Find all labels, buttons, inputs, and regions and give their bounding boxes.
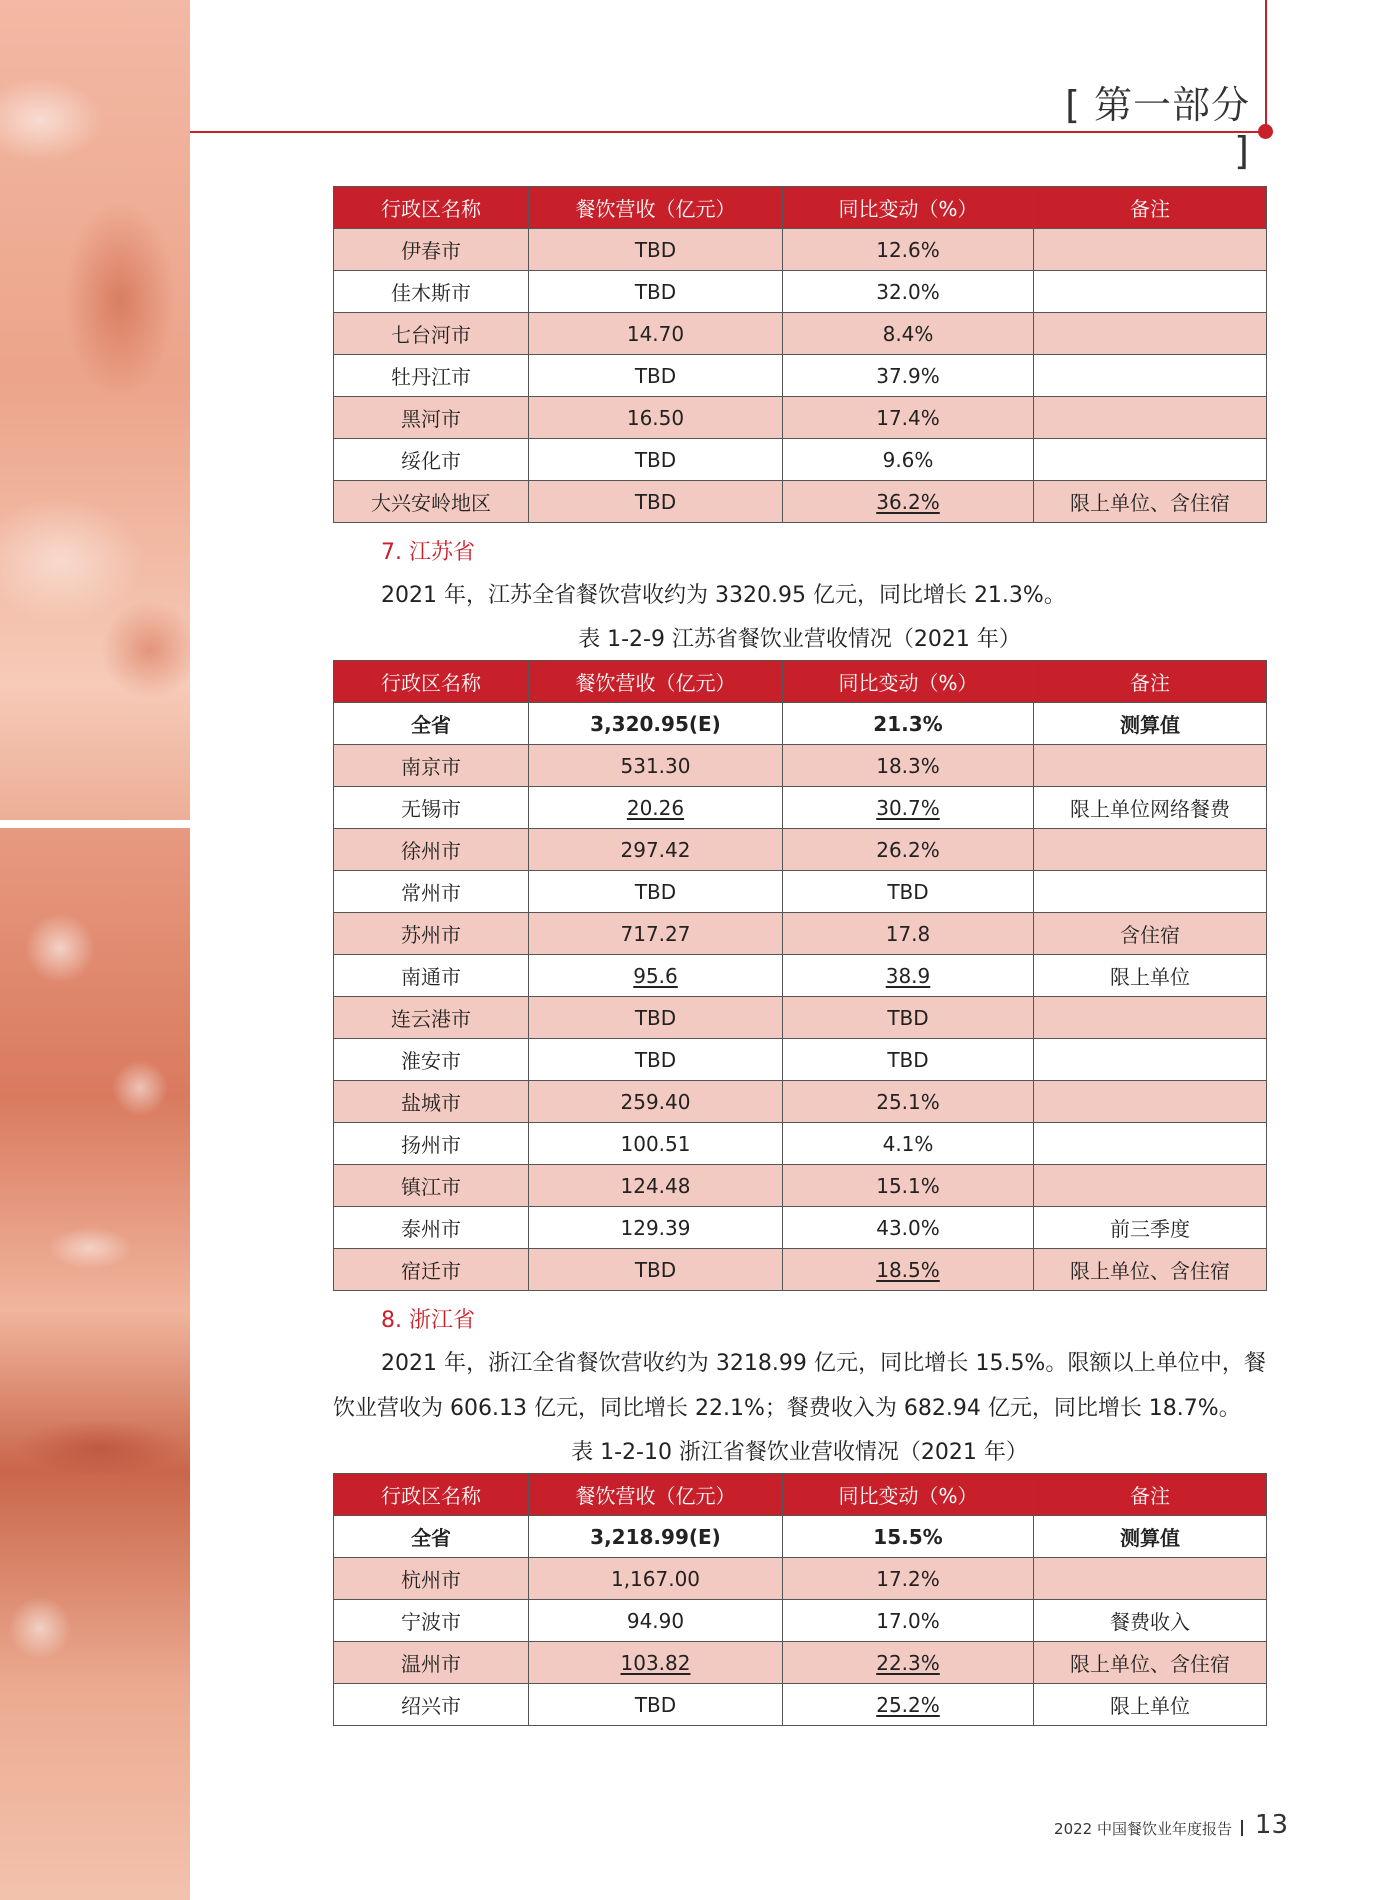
- cell-name: 泰州市: [334, 1207, 529, 1249]
- cell-revenue: 16.50: [529, 397, 783, 439]
- cell-note: [1034, 1039, 1267, 1081]
- cell-change: 8.4%: [783, 313, 1034, 355]
- col-header-change: 同比变动（%）: [783, 187, 1034, 229]
- cell-name: 苏州市: [334, 913, 529, 955]
- header-dot: [1258, 124, 1273, 139]
- cell-change: TBD: [783, 871, 1034, 913]
- cell-change: TBD: [783, 997, 1034, 1039]
- cell-revenue: 717.27: [529, 913, 783, 955]
- side-photo-strip: [0, 0, 190, 1900]
- cell-name: 扬州市: [334, 1123, 529, 1165]
- table-row: [334, 745, 1267, 787]
- table-row: [334, 397, 1267, 439]
- col-header-change: 同比变动（%）: [783, 661, 1034, 703]
- table-jiangsu: [333, 660, 1267, 1291]
- cell-note: [1034, 229, 1267, 271]
- table-row: [334, 913, 1267, 955]
- cell-revenue: 3,320.95(E): [529, 703, 783, 745]
- table-row: [334, 1249, 1267, 1291]
- col-header-name: 行政区名称: [334, 661, 529, 703]
- main-content: [333, 186, 1266, 1726]
- col-header-name: 行政区名称: [334, 1474, 529, 1516]
- cell-name: 七台河市: [334, 313, 529, 355]
- cell-name: 宿迁市: [334, 1249, 529, 1291]
- table-row: [334, 439, 1267, 481]
- cell-revenue: TBD: [529, 481, 783, 523]
- table-row: [334, 1207, 1267, 1249]
- table-header-row: [334, 187, 1267, 229]
- cell-name: 宁波市: [334, 1600, 529, 1642]
- cell-revenue: 94.90: [529, 1600, 783, 1642]
- cell-revenue: TBD: [529, 355, 783, 397]
- table-row: [334, 997, 1267, 1039]
- table-heilongjiang-cont: [333, 186, 1267, 523]
- cell-revenue: 297.42: [529, 829, 783, 871]
- cell-change: 22.3%: [783, 1642, 1034, 1684]
- table-row: [334, 787, 1267, 829]
- cell-revenue: 259.40: [529, 1081, 783, 1123]
- table-row: [334, 1642, 1267, 1684]
- cell-change: 17.0%: [783, 1600, 1034, 1642]
- cell-revenue: TBD: [529, 229, 783, 271]
- table-header-row: [334, 661, 1267, 703]
- table-caption-zhejiang: 表 1-2-10 浙江省餐饮业营收情况（2021 年）: [571, 1440, 1028, 1465]
- cell-change: 30.7%: [783, 787, 1034, 829]
- cell-name: 连云港市: [334, 997, 529, 1039]
- col-header-revenue: 餐饮营收（亿元）: [529, 1474, 783, 1516]
- cell-note: 限上单位: [1034, 1684, 1267, 1726]
- cell-note: 限上单位网络餐费: [1034, 787, 1267, 829]
- cell-revenue: TBD: [529, 871, 783, 913]
- cell-change: 25.2%: [783, 1684, 1034, 1726]
- cell-note: [1034, 1123, 1267, 1165]
- cell-note: [1034, 271, 1267, 313]
- table-row-total: [334, 1516, 1267, 1558]
- cell-change: 17.4%: [783, 397, 1034, 439]
- cell-note: 限上单位: [1034, 955, 1267, 997]
- cell-name: 绥化市: [334, 439, 529, 481]
- section-heading-zhejiang: 8. 浙江省: [381, 1308, 475, 1333]
- cell-revenue: 124.48: [529, 1165, 783, 1207]
- table-row: [334, 313, 1267, 355]
- cell-name: 黑河市: [334, 397, 529, 439]
- cell-name: 杭州市: [334, 1558, 529, 1600]
- cell-name: 全省: [334, 703, 529, 745]
- cell-name: 盐城市: [334, 1081, 529, 1123]
- footer-report-title: 2022 中国餐饮业年度报告: [1054, 1820, 1232, 1838]
- cell-name: 徐州市: [334, 829, 529, 871]
- cell-note: [1034, 1558, 1267, 1600]
- cell-revenue: 100.51: [529, 1123, 783, 1165]
- cell-note: [1034, 397, 1267, 439]
- cell-change: 32.0%: [783, 271, 1034, 313]
- cell-revenue: TBD: [529, 997, 783, 1039]
- cell-note: 餐费收入: [1034, 1600, 1267, 1642]
- table-caption-jiangsu: 表 1-2-9 江苏省餐饮业营收情况（2021 年）: [578, 627, 1021, 652]
- cell-revenue: 103.82: [529, 1642, 783, 1684]
- paragraph-jiangsu: 2021 年，江苏全省餐饮营收约为 3320.95 亿元，同比增长 21.3%。: [381, 583, 1066, 608]
- col-header-revenue: 餐饮营收（亿元）: [529, 661, 783, 703]
- cell-note: 测算值: [1034, 703, 1267, 745]
- cell-note: [1034, 997, 1267, 1039]
- cell-change: 25.1%: [783, 1081, 1034, 1123]
- cell-note: [1034, 313, 1267, 355]
- cell-note: 限上单位、含住宿: [1034, 1249, 1267, 1291]
- side-photo-lower: [0, 828, 190, 1900]
- cell-note: [1034, 355, 1267, 397]
- col-header-note: 备注: [1034, 661, 1267, 703]
- cell-note: [1034, 1081, 1267, 1123]
- cell-name: 佳木斯市: [334, 271, 529, 313]
- col-header-note: 备注: [1034, 187, 1267, 229]
- cell-name: 大兴安岭地区: [334, 481, 529, 523]
- col-header-name: 行政区名称: [334, 187, 529, 229]
- cell-note: 限上单位、含住宿: [1034, 481, 1267, 523]
- cell-note: 测算值: [1034, 1516, 1267, 1558]
- col-header-revenue: 餐饮营收（亿元）: [529, 187, 783, 229]
- table-row: [334, 229, 1267, 271]
- cell-change: 26.2%: [783, 829, 1034, 871]
- paragraph-zhejiang: 2021 年，浙江全省餐饮营收约为 3218.99 亿元，同比增长 15.5%。限额以上单位中，餐饮业营收为 606.13 亿元，同比增长 22.1%；餐费收入为 682.94 亿元，同比增长 18.7%。: [333, 1351, 1266, 1421]
- cell-change: 15.5%: [783, 1516, 1034, 1558]
- cell-name: 南京市: [334, 745, 529, 787]
- cell-change: 18.3%: [783, 745, 1034, 787]
- cell-revenue: 14.70: [529, 313, 783, 355]
- cell-name: 伊春市: [334, 229, 529, 271]
- cell-name: 南通市: [334, 955, 529, 997]
- cell-revenue: 3,218.99(E): [529, 1516, 783, 1558]
- col-header-change: 同比变动（%）: [783, 1474, 1034, 1516]
- cell-revenue: 20.26: [529, 787, 783, 829]
- cell-change: 37.9%: [783, 355, 1034, 397]
- cell-revenue: TBD: [529, 271, 783, 313]
- cell-change: 12.6%: [783, 229, 1034, 271]
- table-row-total: [334, 703, 1267, 745]
- page-number: 13: [1254, 1810, 1288, 1840]
- table-row: [334, 481, 1267, 523]
- cell-note: 含住宿: [1034, 913, 1267, 955]
- cell-name: 无锡市: [334, 787, 529, 829]
- cell-change: 4.1%: [783, 1123, 1034, 1165]
- cell-revenue: 1,167.00: [529, 1558, 783, 1600]
- cell-change: 17.2%: [783, 1558, 1034, 1600]
- table-row: [334, 829, 1267, 871]
- cell-revenue: 129.39: [529, 1207, 783, 1249]
- page-footer: [1020, 1810, 1300, 1840]
- cell-note: 限上单位、含住宿: [1034, 1642, 1267, 1684]
- header-vertical-rule: [1265, 0, 1267, 131]
- table-row: [334, 1684, 1267, 1726]
- cell-name: 绍兴市: [334, 1684, 529, 1726]
- cell-change: 15.1%: [783, 1165, 1034, 1207]
- cell-revenue: TBD: [529, 439, 783, 481]
- photo-divider: [0, 820, 190, 828]
- table-row: [334, 871, 1267, 913]
- section-heading-jiangsu: 7. 江苏省: [381, 540, 475, 565]
- cell-name: 淮安市: [334, 1039, 529, 1081]
- cell-name: 全省: [334, 1516, 529, 1558]
- table-row: [334, 1600, 1267, 1642]
- cell-change: 9.6%: [783, 439, 1034, 481]
- table-row: [334, 1081, 1267, 1123]
- cell-name: 牡丹江市: [334, 355, 529, 397]
- table-row: [334, 1558, 1267, 1600]
- cell-name: 常州市: [334, 871, 529, 913]
- table-row: [334, 1165, 1267, 1207]
- cell-revenue: TBD: [529, 1039, 783, 1081]
- cell-change: 18.5%: [783, 1249, 1034, 1291]
- cell-revenue: 95.6: [529, 955, 783, 997]
- cell-change: TBD: [783, 1039, 1034, 1081]
- cell-change: 38.9: [783, 955, 1034, 997]
- table-row: [334, 1123, 1267, 1165]
- cell-change: 36.2%: [783, 481, 1034, 523]
- table-row: [334, 1039, 1267, 1081]
- cell-name: 温州市: [334, 1642, 529, 1684]
- cell-revenue: 531.30: [529, 745, 783, 787]
- footer-separator: [1241, 1820, 1243, 1836]
- cell-revenue: TBD: [529, 1249, 783, 1291]
- cell-revenue: TBD: [529, 1684, 783, 1726]
- cell-change: 21.3%: [783, 703, 1034, 745]
- cell-name: 镇江市: [334, 1165, 529, 1207]
- col-header-note: 备注: [1034, 1474, 1267, 1516]
- table-zhejiang: [333, 1473, 1267, 1726]
- cell-note: [1034, 439, 1267, 481]
- cell-note: 前三季度: [1034, 1207, 1267, 1249]
- table-header-row: [334, 1474, 1267, 1516]
- cell-note: [1034, 1165, 1267, 1207]
- cell-change: 43.0%: [783, 1207, 1034, 1249]
- table-row: [334, 355, 1267, 397]
- cell-change: 17.8: [783, 913, 1034, 955]
- table-row: [334, 271, 1267, 313]
- cell-note: [1034, 871, 1267, 913]
- cell-note: [1034, 829, 1267, 871]
- cell-note: [1034, 745, 1267, 787]
- table-row: [334, 955, 1267, 997]
- part-title: [ 第一部分 ]: [1065, 83, 1250, 173]
